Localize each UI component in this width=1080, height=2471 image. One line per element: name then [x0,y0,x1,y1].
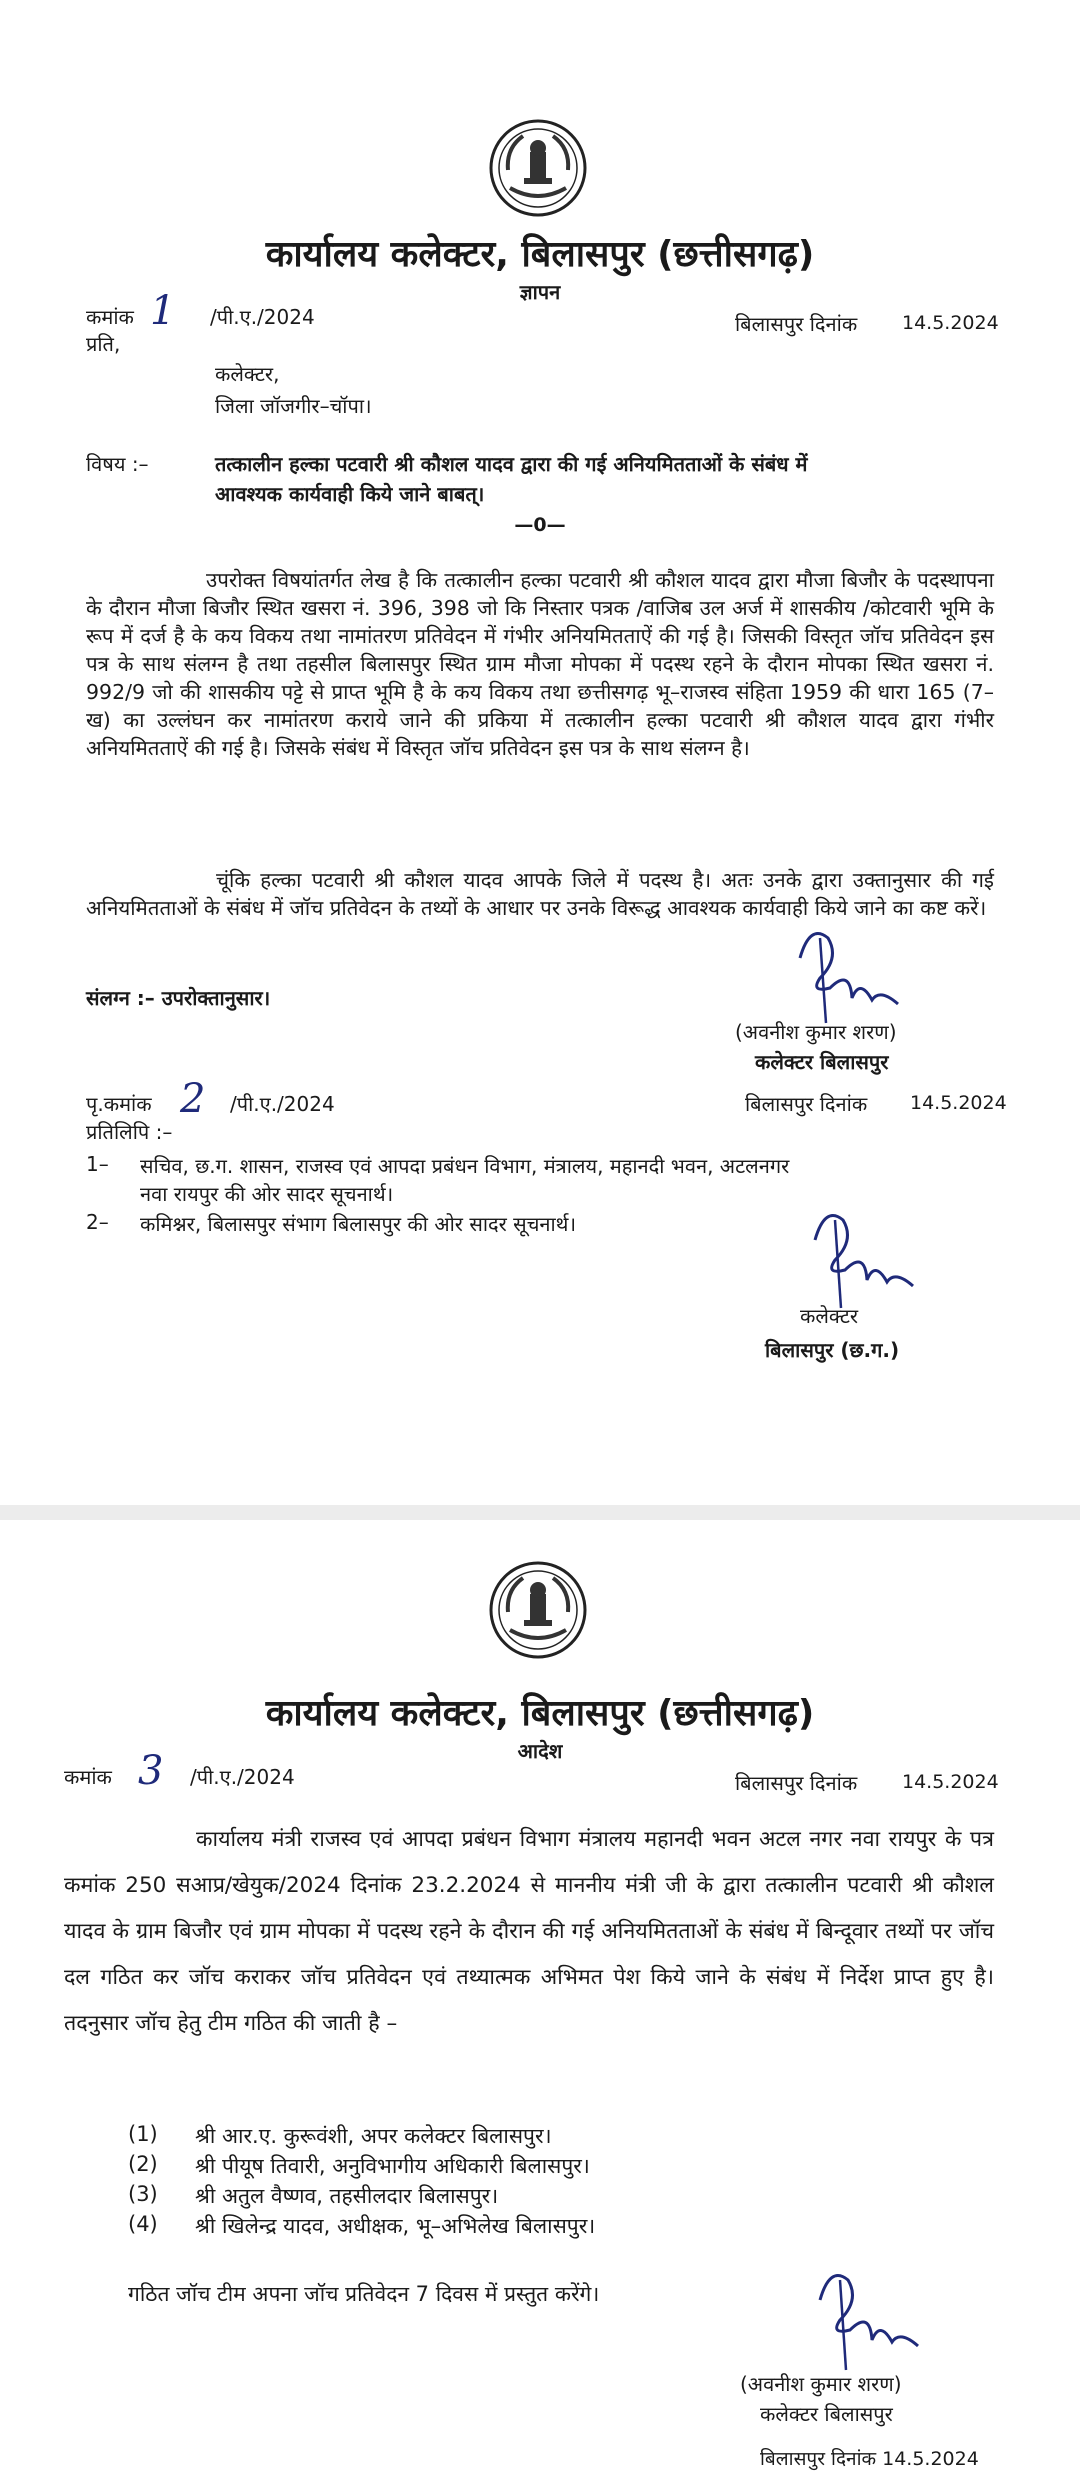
order-paragraph: कार्यालय मंत्री राजस्व एवं आपदा प्रबंधन विभाग मंत्रालय महानदी भवन अटल नगर नवा रायपुर के पत्र कमांक 250 सआप्र/खेयुक/2024 दिनांक 23.2.2024 से माननीय मंत्री जी के द्वारा तत्कालीन पटवारी श्री कौशल यादव के ग्राम बिजौर एवं ग्राम मोपका में पदस्थ रहने के दौरान की गई अनियमितताओं के संबंध में बिन्दूवार तथ्यों पर जॉच दल गठित कर जॉच कराकर जॉच प्रतिवेदन एवं तथ्यात्मक अभिमत पेश किये जाने के संबंध में निर्देश प्राप्त हुए है। तदनुसार जॉच हेतु टीम गठित की जाती है – [64,1827,994,2036]
ref-label: कमांक [86,305,134,329]
endorse-title-line2: बिलासपुर (छ.ग.) [765,1338,900,1362]
subject-line2: आवश्यक कार्यवाही किये जाने बाबत्। [215,482,485,506]
memo-paragraph-2: चूंकि हल्का पटवारी श्री कौशल यादव आपके जिले में पदस्थ है। अतः उनके द्वारा उक्तानुसार की गई अनियमितताओं के संबंध में जॉच प्रतिवेदन के तथ्यों के आधार पर उनके विरूद्ध आवश्यक कार्यवाही किये जाने का कष्ट करें। [86,868,994,920]
endorse-ref-label: पृ.कमांक [86,1092,152,1116]
state-emblem-icon [488,118,588,218]
recipient-line2: जिला जॉजगीर–चॉपा। [215,394,372,418]
team-1-number: (1) [128,2122,158,2146]
ref-label: कमांक [64,1765,112,1789]
team-4-text: श्री खिलेन्द्र यादव, अधीक्षक, भू–अभिलेख बिलासपुर। [195,2214,596,2238]
subject-line1: तत्कालीन हल्का पटवारी श्री कौशल यादव द्वारा की गई अनियमितताओं के संबंध में [215,452,808,476]
endorse-ref-suffix: /पी.ए./2024 [230,1092,335,1116]
date-label: बिलासपुर दिनांक [735,312,858,336]
state-emblem-icon [488,1560,588,1660]
copy-2-line1: कमिश्नर, बिलासपुर संभाग बिलासपुर की ओर सादर सूचनार्थ। [140,1212,577,1236]
team-3-text: श्री अतुल वैष्णव, तहसीलदार बिलासपुर। [195,2184,499,2208]
recipient-line1: कलेक्टर, [215,362,280,386]
team-1-text: श्री आर.ए. कुरूवंशी, अपर कलेक्टर बिलासपुर। [195,2124,552,2148]
ref-number: 1 [150,288,176,334]
team-2-number: (2) [128,2152,158,2176]
ref-number: 3 [138,1748,164,1794]
order-page [0,1520,1080,2470]
ref-suffix: /पी.ए./2024 [190,1765,295,1789]
document-type: आदेश [517,1739,563,1763]
copy-label: प्रतिलिपि :– [86,1120,173,1144]
team-2-text: श्री पीयूष तिवारी, अनुविभागीय अधिकारी बिलासपुर। [195,2154,590,2178]
copy-1-line2: नवा रायपुर की ओर सादर सूचनार्थ। [140,1182,394,1206]
endorse-title-line1: कलेक्टर [800,1304,859,1328]
signatory-name: (अवनीश कुमार शरण) [735,1020,897,1044]
copy-1-number: 1– [86,1152,109,1176]
endorse-date-value: 14.5.2024 [910,1092,1007,1114]
enclosure-note: संलग्न :– उपरोक्तानुसार। [86,986,271,1010]
copy-1-line1: सचिव, छ.ग. शासन, राजस्व एवं आपदा प्रबंधन विभाग, मंत्रालय, महानदी भवन, अटलनगर [140,1154,790,1178]
footer-date: बिलासपुर दिनांक 14.5.2024 [760,2448,979,2470]
document-type: ज्ञापन [519,280,561,304]
endorse-ref-number: 2 [180,1076,206,1122]
page-separator [0,1505,1080,1520]
to-label: प्रति, [86,332,121,356]
signatory-title: कलेक्टर बिलासपुर [755,1050,889,1074]
endorse-date-label: बिलासपुर दिनांक [745,1092,868,1116]
divider: —0— [514,514,566,536]
office-title: कार्यालय कलेक्टर, बिलासपुर (छत्तीसगढ़) [265,234,815,275]
date-value: 14.5.2024 [902,312,999,334]
signatory-title: कलेक्टर बिलासपुर [760,2402,893,2426]
memo-paragraph-1: उपरोक्त विषयांतर्गत लेख है कि तत्कालीन हल्का पटवारी श्री कौशल यादव द्वारा मौजा बिजौर के पदस्थापना के दौरान मौजा बिजौर स्थित खसरा नं. 396, 398 जो कि निस्तार पत्रक /वाजिब उल अर्ज में शासकीय /कोटवारी भूमि के रूप में दर्ज है के कय विकय तथा नामांतरण प्रतिवेदन में गंभीर अनियमितताऐं की गई है। जिसकी विस्तृत जॉच प्रतिवेदन इस पत्र के साथ संलग्न है तथा तहसील बिलासपुर स्थित ग्राम मौजा मोपका में पदस्थ रहने के दौरान मोपका स्थित खसरा नं. 992/9 जो की शासकीय पट्टे से प्राप्त भूमि है के कय विकय तथा छत्तीसगढ़ भू–राजस्व संहिता 1959 की धारा 165 (7–ख) का उल्लंघन कर नामांतरण कराये जाने की प्रकिया में तत्कालीन हल्का पटवारी श्री कौशल यादव द्वारा गंभीर अनियमितताऐं की गई है। जिसके संबंध में विस्तृत जॉच प्रतिवेदन इस पत्र के साथ संलग्न है। [86,568,994,760]
signatory-name: (अवनीश कुमार शरण) [740,2372,902,2396]
team-3-number: (3) [128,2182,158,2206]
ref-suffix: /पी.ए./2024 [210,305,315,329]
date-label: बिलासपुर दिनांक [735,1771,858,1795]
office-title: कार्यालय कलेक्टर, बिलासपुर (छत्तीसगढ़) [265,1693,815,1734]
signature-icon [800,2260,940,2385]
date-value: 14.5.2024 [902,1771,999,1793]
team-4-number: (4) [128,2212,158,2236]
closing-line: गठित जॉच टीम अपना जॉच प्रतिवेदन 7 दिवस में प्रस्तुत करेंगे। [128,2282,600,2306]
subject-label: विषय :– [86,452,149,476]
copy-2-number: 2– [86,1210,109,1234]
